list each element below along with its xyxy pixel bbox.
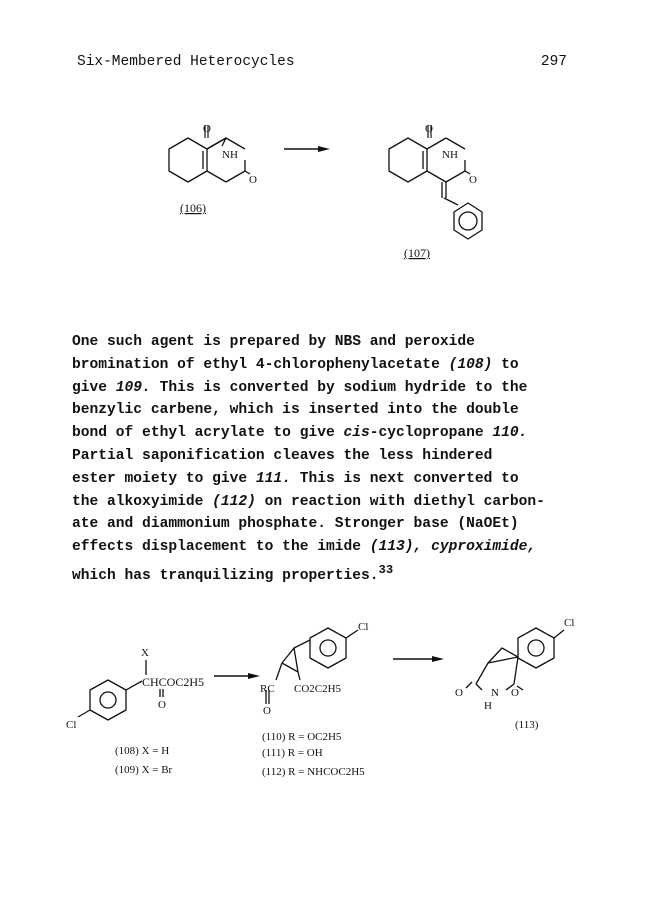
text-run: ester moiety to give	[72, 470, 256, 487]
paragraph-line	[72, 422, 602, 445]
atom-o-top-107: O	[425, 123, 433, 135]
paragraph-line	[72, 491, 602, 514]
atom-h-113: H	[484, 700, 492, 712]
text-run: This is next converted to	[290, 470, 519, 487]
atom-o-right-113: O	[511, 687, 519, 699]
text-run: on reaction with diethyl carbon-	[255, 493, 545, 510]
paragraph-line	[72, 468, 602, 491]
reference-superscript: 33	[378, 562, 394, 577]
legend-111: (111) R = OH	[262, 747, 323, 759]
atom-o-110: O	[263, 705, 271, 717]
text-run: ate and diammonium phosphate. Stronger base (NaOEt)	[72, 516, 519, 533]
text-run: to	[492, 356, 519, 373]
structure-108	[78, 660, 163, 720]
text-run: bromination of ethyl 4-chlorophenylacetate	[72, 356, 449, 373]
text-run: One such agent is prepared by NBS and peroxide	[72, 334, 475, 350]
atom-o-top-106: O	[203, 123, 211, 135]
atom-cl-113: Cl	[564, 617, 575, 629]
atom-o-left-113: O	[455, 687, 463, 699]
ester-110: CO2C2H5	[294, 683, 342, 695]
text-run: Partial saponification cleaves the less hindered	[72, 447, 493, 464]
italic-run: 111.	[255, 470, 291, 487]
running-title: Six-Membered Heterocycles	[77, 54, 295, 70]
paragraph-line	[72, 377, 602, 400]
italic-run: (108)	[448, 356, 493, 373]
text-run: give	[72, 379, 116, 396]
legend-109: (109) X = Br	[115, 764, 173, 776]
italic-run: 109.	[115, 379, 151, 396]
paragraph-line	[72, 559, 602, 588]
text-run: -cyclopropane	[369, 425, 493, 442]
italic-run: (113), cyproximide,	[369, 539, 537, 556]
compound-label-107: (107)	[404, 246, 430, 260]
page-number: 297	[540, 54, 567, 70]
compound-label-106: (106)	[180, 201, 206, 215]
atom-o-right-107: O	[469, 174, 477, 186]
structure-113	[466, 628, 564, 690]
paragraph-line	[72, 331, 602, 354]
reaction-scheme-108-to-113	[0, 600, 650, 800]
atom-nh-107: NH	[442, 149, 458, 161]
italic-run: cis	[343, 425, 370, 442]
text-run: This is converted by sodium hydride to the	[150, 379, 528, 396]
legend-112: (112) R = NHCOC2H5	[262, 766, 365, 778]
atom-cl-110: Cl	[358, 621, 369, 633]
atom-x-108: X	[141, 647, 149, 659]
legend-108: (108) X = H	[115, 745, 170, 757]
paragraph-line	[72, 399, 602, 422]
compound-label-113: (113)	[515, 719, 539, 731]
text-run: benzylic carbene, which is inserted into the double	[72, 402, 519, 419]
atom-cl-108: Cl	[66, 719, 77, 731]
atom-o-108: O	[158, 699, 166, 711]
italic-run: (112)	[212, 493, 256, 510]
text-run: effects displacement to the imide	[72, 539, 370, 556]
body-paragraph	[72, 331, 602, 588]
text-run: the alkoxyimide	[72, 493, 213, 510]
paragraph-line	[72, 445, 602, 468]
atom-n-113: N	[491, 687, 499, 699]
side-chain-108: CHCOC2H5	[142, 675, 205, 689]
text-run: bond of ethyl acrylate to give	[72, 425, 344, 442]
italic-run: 110.	[492, 425, 528, 442]
atom-nh-106: NH	[222, 149, 238, 161]
atom-rc-110: RC	[260, 683, 275, 695]
reaction-scheme-106-to-107	[0, 0, 650, 320]
text-run: which has tranquilizing properties.	[72, 567, 379, 584]
legend-110: (110) R = OC2H5	[262, 731, 342, 743]
paragraph-line	[72, 513, 602, 536]
paragraph-line	[72, 354, 602, 377]
atom-o-right-106: O	[249, 174, 257, 186]
paragraph-line	[72, 536, 602, 559]
